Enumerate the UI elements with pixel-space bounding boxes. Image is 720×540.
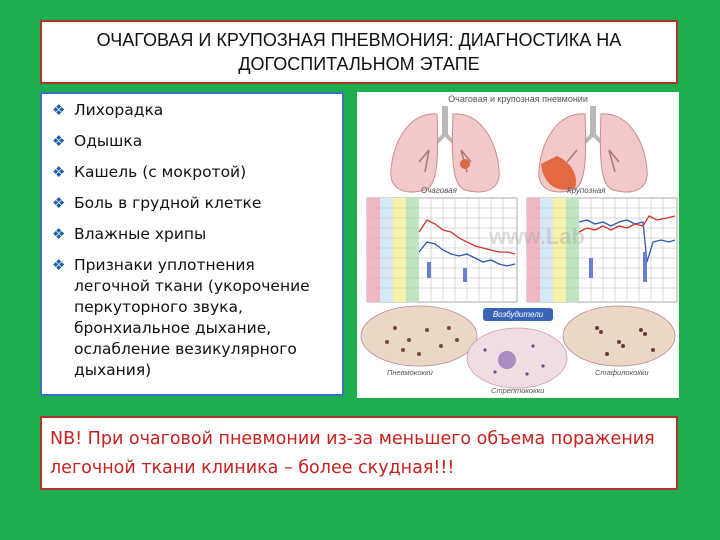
title-box	[40, 20, 678, 84]
symptom-text: Влажные хрипы	[74, 225, 207, 243]
temperature-chart-lobar	[527, 198, 677, 302]
diamond-bullet-icon: ❖	[52, 101, 66, 119]
micro-label-streptococci: Стрептококки	[491, 386, 545, 395]
diamond-bullet-icon: ❖	[52, 256, 66, 274]
microscopy-staphylococci	[563, 306, 675, 366]
symptom-text: Кашель (с мокротой)	[74, 163, 247, 181]
diamond-bullet-icon: ❖	[52, 132, 66, 150]
symptom-item	[52, 193, 334, 214]
lung-label-focal: Очаговая	[421, 186, 457, 195]
temperature-chart-focal	[367, 198, 517, 302]
lungs-focal-illustration	[391, 106, 499, 192]
symptom-text: Признаки уплотнения легочной ткани (укорочение перкуторного звука, бронхиальное дыхание, ослабление везикулярного дыхания)	[74, 256, 310, 379]
note-text: NB! При очаговой пневмонии из-за меньшего объема поражения легочной ткани клиника – более скудная!!!	[50, 429, 655, 478]
diamond-bullet-icon: ❖	[52, 194, 66, 212]
micro-label-staphylococci: Стафилококки	[595, 368, 649, 377]
symptom-text: Боль в грудной клетке	[74, 194, 262, 212]
microscopy-streptococci	[467, 328, 567, 388]
lung-label-lobar: Крупозная	[567, 186, 606, 195]
microscopy-pneumococci	[361, 306, 477, 366]
symptom-item	[52, 131, 334, 152]
figure-watermark: www.Lab	[489, 224, 585, 249]
lungs-lobar-illustration	[539, 106, 647, 192]
symptom-list	[52, 100, 334, 381]
figure-header: Очаговая и крупозная пневмонии	[448, 94, 588, 104]
diamond-bullet-icon: ❖	[52, 225, 66, 243]
symptom-text: Одышка	[74, 132, 143, 150]
symptom-item	[52, 224, 334, 245]
micro-label-pneumococci: Пневмококки	[387, 368, 433, 377]
agents-label: Возбудители	[483, 308, 553, 321]
symptom-item	[52, 162, 334, 183]
pneumonia-figure	[357, 92, 679, 398]
symptom-text: Лихорадка	[74, 101, 164, 119]
diamond-bullet-icon: ❖	[52, 163, 66, 181]
symptom-item	[52, 100, 334, 121]
note-box	[40, 416, 678, 490]
symptom-list-box	[40, 92, 344, 396]
symptom-item	[52, 255, 334, 381]
slide-title: ОЧАГОВАЯ И КРУПОЗНАЯ ПНЕВМОНИЯ: ДИАГНОСТИКА НА ДОГОСПИТАЛЬНОМ ЭТАПЕ	[96, 30, 622, 74]
